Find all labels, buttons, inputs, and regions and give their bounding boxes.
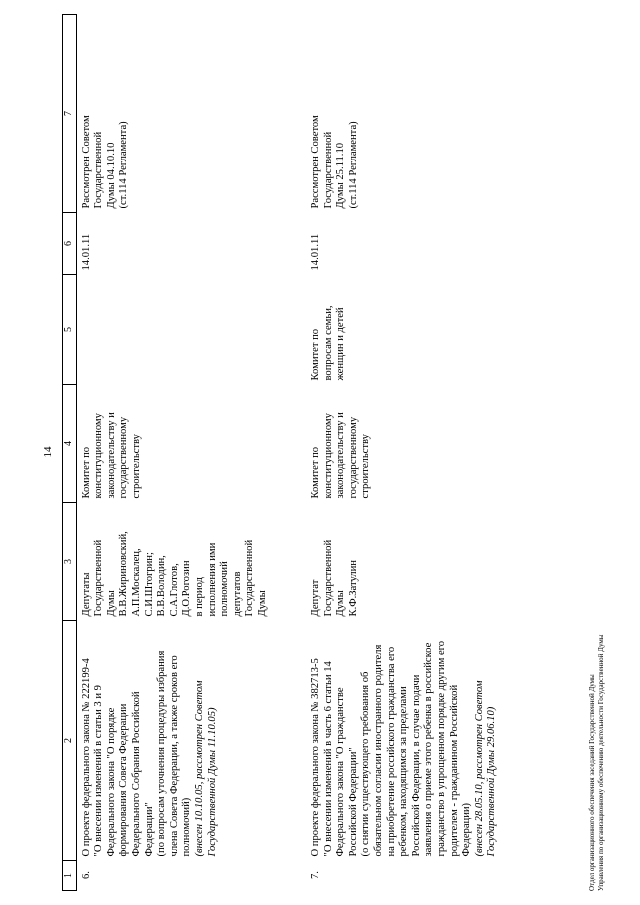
row-number: 7. — [310, 871, 322, 879]
footer — [588, 635, 606, 891]
co-committee: Комитет по вопросам семьи, женщин и детей — [310, 305, 347, 381]
bill-description: О проекте федерального закона № 222199-4 "О внесении изменений в статьи 3 и 9 Федерального закона "О порядке формирования Совета Федерации Федерального Собрания Российской Федерации" (по вопросам уточнения процедуры избрания члена Совета Федерации, а также сроков его полномочий) (внесен 10.10.05, рассмотрен Советом Государственной Думы 11.10.05) — [76, 621, 306, 861]
bill-note: (внесен 28.05.10, рассмотрен Советом — [473, 680, 485, 857]
table-row — [306, 15, 501, 891]
initiator: Депутат Государственной Думы К.Ф.Затулин — [310, 539, 359, 617]
co-committee — [76, 275, 306, 385]
page-number: 14 — [42, 446, 54, 458]
bill-note: (внесен 10.10.05, рассмотрен Советом — [193, 680, 205, 857]
column-header: 4 — [63, 385, 77, 503]
footer-line: Управления по организационному обеспечению деятельности Государственной Думы — [597, 634, 605, 891]
bills-table — [62, 14, 501, 891]
status: Рассмотрен Советом Государственной Думы 04.10.10 (ст.114 Регламента) — [80, 115, 130, 209]
column-header: 5 — [63, 275, 77, 385]
column-header: 3 — [63, 503, 77, 621]
date: 14.01.11 — [80, 233, 92, 271]
responsible-committee: Комитет по конституционному законодательству и государственному строительству — [310, 412, 372, 499]
status: Рассмотрен Советом Государственной Думы 25.11.10 (ст.114 Регламента) — [310, 115, 359, 209]
row-number: 6. — [80, 871, 92, 879]
date: 14.01.11 — [310, 233, 322, 271]
initiator: Депутаты Государственной Думы В.В.Жириновский, А.П.Москалец, С.И.Штогрин; В.В.Володин, С.А.Глотов, Д.О.Рогозин в период исполнения ими полномочий депутатов Государственной Думы — [80, 531, 268, 617]
responsible-committee: Комитет по конституционному законодательству и государственному строительству — [80, 412, 142, 499]
column-header: 2 — [63, 621, 77, 861]
column-header: 1 — [63, 861, 77, 891]
bill-description: О проекте федерального закона № 382713-5 "О внесении изменений в часть 6 статьи 14 Федерального закона "О гражданстве Российской Федерации" (о снятии существующего требования об обязательном согласии иностранного родителя на приобретение российского гражданства его ребенком, находящимся за пределами Российской Федерации, в случае подачи заявления о приеме этого ребенка в российское гражданство в упрощенном порядке другим его родителем - гражданином Российской Федерации) (внесен 28.05.10, рассмотрен Советом Государственной Думы 29.06.10) — [306, 621, 501, 861]
column-header: 7 — [63, 15, 77, 213]
rotated-document-page — [14, 7, 626, 897]
footer-line: Отдел организационного обеспечения заседаний Государственной Думы — [588, 674, 596, 891]
column-header: 6 — [63, 213, 77, 275]
header-row — [63, 15, 77, 891]
table-row — [76, 15, 306, 891]
